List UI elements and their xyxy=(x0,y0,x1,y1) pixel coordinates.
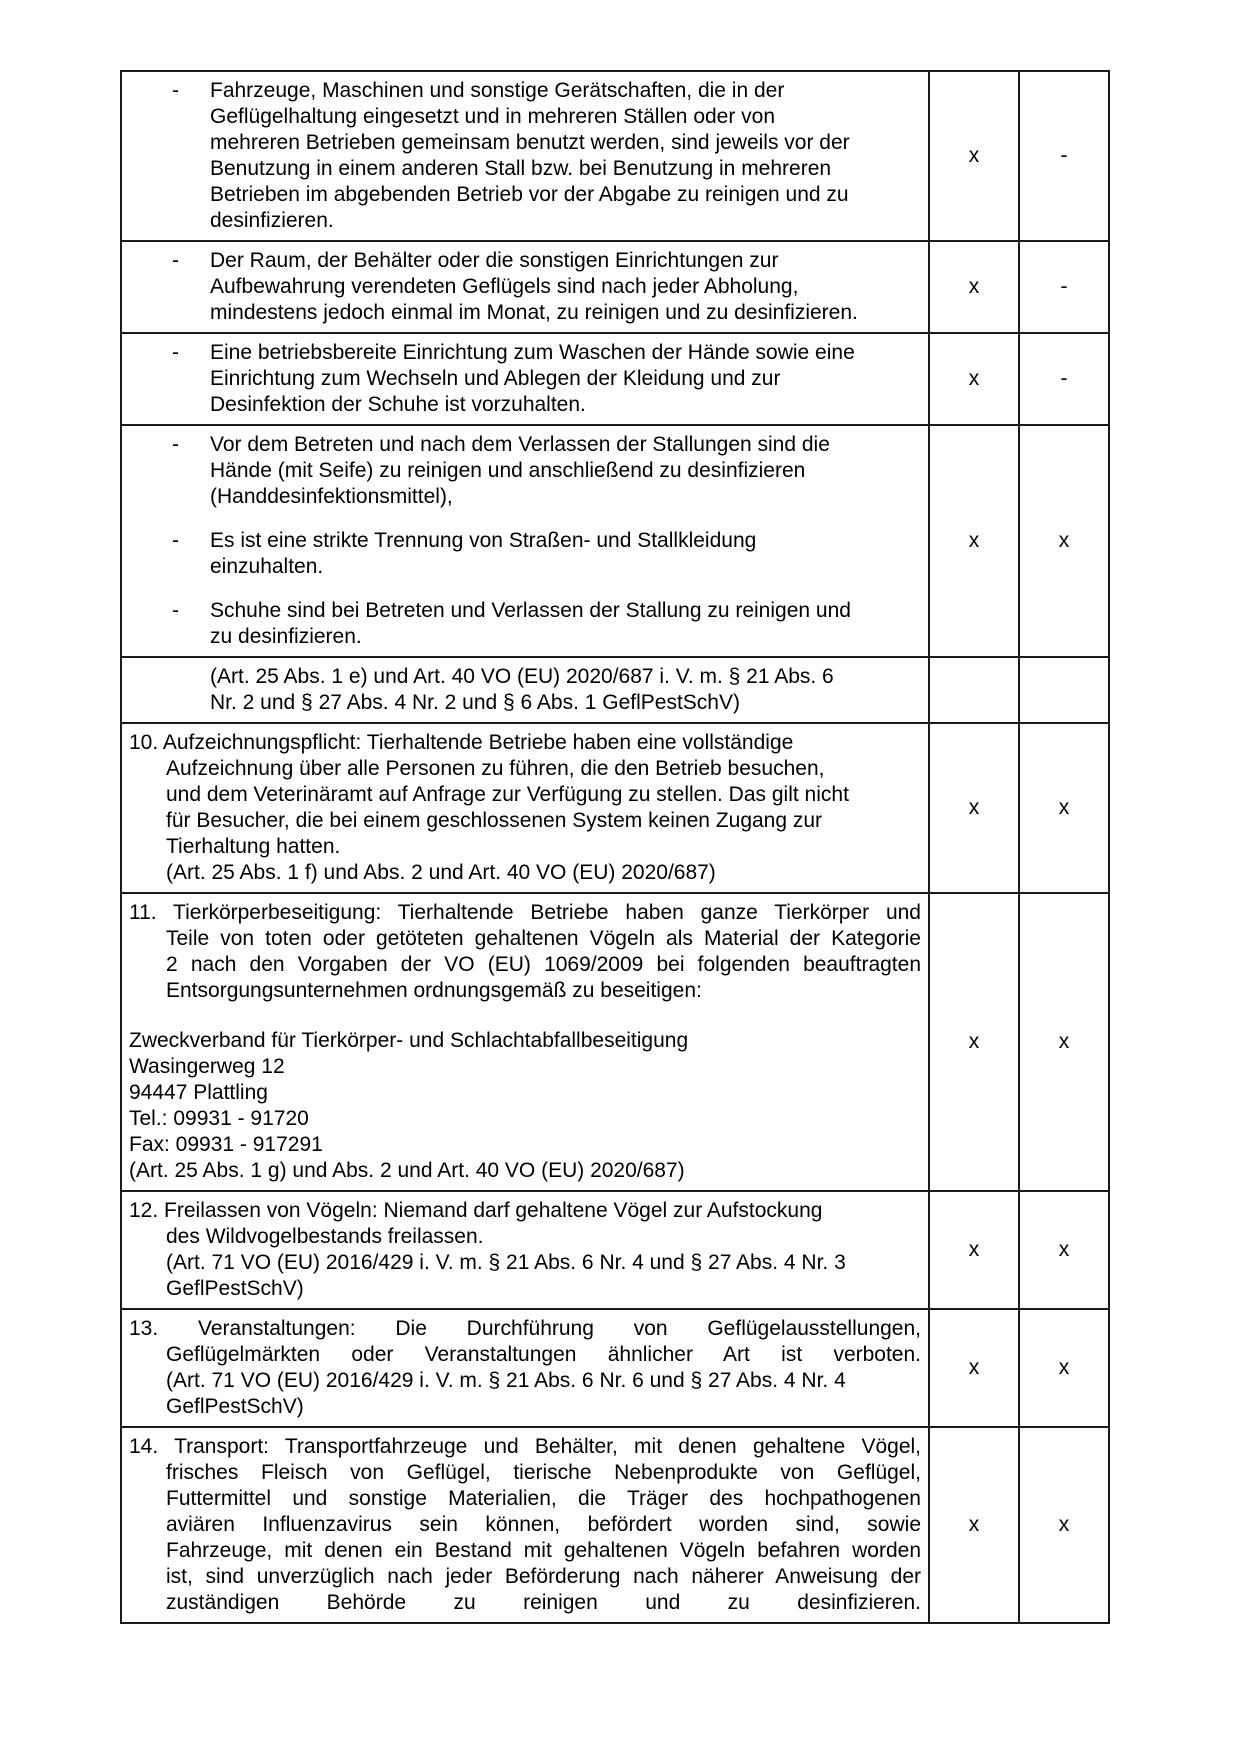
mark-cell: x xyxy=(929,425,1019,657)
text-line: Schuhe sind bei Betreten und Verlassen der Stallung zu reinigen und xyxy=(210,599,851,622)
text-line: Desinfektion der Schuhe ist vorzuhalten. xyxy=(210,393,586,416)
text-line: desinfizieren. xyxy=(210,209,334,232)
text-line: (Art. 25 Abs. 1 e) und Art. 40 VO (EU) 2020/687 i. V. m. § 21 Abs. 6 xyxy=(210,665,834,688)
mark-cell xyxy=(929,657,1019,723)
text-line: 14. Transport: Transportfahrzeuge und Behälter, mit denen gehaltene Vögel, xyxy=(129,1435,921,1458)
text-line: 2 nach den Vorgaben der VO (EU) 1069/2009 bei folgenden beauftragten xyxy=(166,953,921,976)
bullet-dash: - xyxy=(172,599,179,622)
mark-cell: x xyxy=(929,723,1019,893)
text-line: Tierhaltung hatten. xyxy=(166,835,341,858)
requirement-cell xyxy=(121,1427,929,1623)
text-line: Teile von toten oder getöteten gehaltenen Vögeln als Material der Kategorie xyxy=(166,927,921,950)
text-line: einzuhalten. xyxy=(210,555,324,578)
text-line: Wasingerweg 12 xyxy=(129,1055,285,1078)
text-line: mindestens jedoch einmal im Monat, zu reinigen und zu desinfizieren. xyxy=(210,301,858,324)
text-line: Tel.: 09931 - 91720 xyxy=(129,1107,309,1130)
numbered-block xyxy=(129,1434,921,1616)
bullet-block xyxy=(129,248,921,326)
text-line: Aufbewahrung verendeten Geflügels sind nach jeder Abholung, xyxy=(210,275,799,298)
mark-cell: x xyxy=(929,241,1019,333)
mark-cell: x xyxy=(1019,1427,1109,1623)
text-line: GeflPestSchV) xyxy=(166,1277,304,1300)
numbered-block xyxy=(129,1198,921,1302)
bullet-dash: - xyxy=(172,529,179,552)
text-line: Geflügelmärkten oder Veranstaltungen ähnlicher Art ist verboten. xyxy=(166,1343,921,1366)
bullet-dash: - xyxy=(172,249,179,272)
mark-cell: - xyxy=(1019,333,1109,425)
text-line: mehreren Betrieben gemeinsam benutzt werden, sind jeweils vor der xyxy=(210,131,850,154)
numbered-block xyxy=(129,1316,921,1420)
flush-block xyxy=(129,1028,921,1184)
table-row xyxy=(121,1309,1109,1427)
requirement-cell xyxy=(121,893,929,1191)
text-line: Es ist eine strikte Trennung von Straßen- und Stallkleidung xyxy=(210,529,757,552)
text-line: Der Raum, der Behälter oder die sonstigen Einrichtungen zur xyxy=(210,249,779,272)
text-line: Fahrzeuge, Maschinen und sonstige Gerätschaften, die in der xyxy=(210,79,785,102)
mark-cell: x xyxy=(1019,893,1109,1191)
mark-cell: x xyxy=(929,1309,1019,1427)
text-line: Geflügelhaltung eingesetzt und in mehreren Ställen oder von xyxy=(210,105,776,128)
bullet-block xyxy=(129,432,921,510)
mark-cell: - xyxy=(1019,71,1109,241)
text-line: 12. Freilassen von Vögeln: Niemand darf gehaltene Vögel zur Aufstockung xyxy=(129,1199,823,1222)
mark-cell: x xyxy=(1019,1309,1109,1427)
requirement-cell xyxy=(121,1191,929,1309)
bullet-dash: - xyxy=(172,79,179,102)
requirement-cell xyxy=(121,723,929,893)
text-line: 94447 Plattling xyxy=(129,1081,268,1104)
text-line: zuständigen Behörde zu reinigen und zu desinfizieren. xyxy=(166,1591,921,1614)
text-line: aviären Influenzavirus sein können, befördert worden sind, sowie xyxy=(166,1513,921,1536)
bullet-dash: - xyxy=(172,341,179,364)
mark-cell: - xyxy=(1019,241,1109,333)
text-line: Einrichtung zum Wechseln und Ablegen der Kleidung und zur xyxy=(210,367,781,390)
mark-cell: x xyxy=(929,71,1019,241)
table-row xyxy=(121,71,1109,241)
mark-cell: x xyxy=(1019,723,1109,893)
mark-cell: x xyxy=(929,893,1019,1191)
table-row xyxy=(121,1427,1109,1623)
text-line: (Art. 71 VO (EU) 2016/429 i. V. m. § 21 Abs. 6 Nr. 4 und § 27 Abs. 4 Nr. 3 xyxy=(166,1251,846,1274)
numbered-block xyxy=(129,900,921,1004)
mark-cell: x xyxy=(1019,1191,1109,1309)
mark-cell: x xyxy=(929,333,1019,425)
table-body xyxy=(121,71,1109,1623)
bullet-block xyxy=(129,78,921,234)
text-line: Vor dem Betreten und nach dem Verlassen der Stallungen sind die xyxy=(210,433,830,456)
mark-cell: x xyxy=(1019,425,1109,657)
table-row xyxy=(121,893,1109,1191)
text-line: Entsorgungsunternehmen ordnungsgemäß zu beseitigen: xyxy=(166,979,702,1002)
text-line: (Art. 25 Abs. 1 f) und Abs. 2 und Art. 40 VO (EU) 2020/687) xyxy=(166,861,716,884)
text-line: zu desinfizieren. xyxy=(210,625,362,648)
requirement-cell xyxy=(121,333,929,425)
text-line: 10. Aufzeichnungspflicht: Tierhaltende Betriebe haben eine vollständige xyxy=(129,731,794,754)
text-line: Nr. 2 und § 27 Abs. 4 Nr. 2 und § 6 Abs. 1 GeflPestSchV) xyxy=(210,691,740,714)
numbered-block xyxy=(129,730,921,886)
text-line: Fax: 09931 - 917291 xyxy=(129,1133,323,1156)
text-line: frisches Fleisch von Geflügel, tierische Nebenprodukte von Geflügel, xyxy=(166,1461,921,1484)
text-line: 13. Veranstaltungen: Die Durchführung von Geflügelausstellungen, xyxy=(129,1317,921,1340)
text-line: Futtermittel und sonstige Materialien, die Träger des hochpathogenen xyxy=(166,1487,921,1510)
table-row xyxy=(121,241,1109,333)
text-line: Hände (mit Seife) zu reinigen und anschließend zu desinfizieren xyxy=(210,459,806,482)
requirement-cell xyxy=(121,1309,929,1427)
table-row xyxy=(121,425,1109,657)
table-row xyxy=(121,723,1109,893)
requirement-cell xyxy=(121,241,929,333)
text-line: Eine betriebsbereite Einrichtung zum Waschen der Hände sowie eine xyxy=(210,341,855,364)
text-line: Fahrzeuge, mit denen ein Bestand mit gehaltenen Vögeln befahren worden xyxy=(166,1539,921,1562)
bullet-block xyxy=(129,598,921,650)
text-line: des Wildvogelbestands freilassen. xyxy=(166,1225,484,1248)
text-line: Aufzeichnung über alle Personen zu führen, die den Betrieb besuchen, xyxy=(166,757,825,780)
bullet-block xyxy=(129,528,921,580)
text-line: ist, sind unverzüglich nach jeder Beförderung nach näherer Anweisung der xyxy=(166,1565,921,1588)
bullet-dash: - xyxy=(172,433,179,456)
mark-cell xyxy=(1019,657,1109,723)
requirement-cell xyxy=(121,425,929,657)
requirement-cell xyxy=(121,657,929,723)
indent-block xyxy=(129,664,921,716)
table-row xyxy=(121,333,1109,425)
text-line: Zweckverband für Tierkörper- und Schlachtabfallbeseitigung xyxy=(129,1029,689,1052)
text-line: GeflPestSchV) xyxy=(166,1395,304,1418)
requirements-table xyxy=(120,70,1110,1624)
text-line: und dem Veterinäramt auf Anfrage zur Verfügung zu stellen. Das gilt nicht xyxy=(166,783,849,806)
text-line: (Art. 25 Abs. 1 g) und Abs. 2 und Art. 40 VO (EU) 2020/687) xyxy=(129,1159,685,1182)
table-row xyxy=(121,657,1109,723)
mark-cell: x xyxy=(929,1427,1019,1623)
bullet-block xyxy=(129,340,921,418)
table-row xyxy=(121,1191,1109,1309)
requirement-cell xyxy=(121,71,929,241)
text-line: Betrieben im abgebenden Betrieb vor der Abgabe zu reinigen und zu xyxy=(210,183,849,206)
text-line: 11. Tierkörperbeseitigung: Tierhaltende Betriebe haben ganze Tierkörper und xyxy=(129,901,921,924)
text-line: für Besucher, die bei einem geschlossenen System keinen Zugang zur xyxy=(166,809,823,832)
text-line: (Handdesinfektionsmittel), xyxy=(210,485,453,508)
text-line: (Art. 71 VO (EU) 2016/429 i. V. m. § 21 Abs. 6 Nr. 6 und § 27 Abs. 4 Nr. 4 xyxy=(166,1369,846,1392)
text-line: Benutzung in einem anderen Stall bzw. bei Benutzung in mehreren xyxy=(210,157,832,180)
mark-cell: x xyxy=(929,1191,1019,1309)
